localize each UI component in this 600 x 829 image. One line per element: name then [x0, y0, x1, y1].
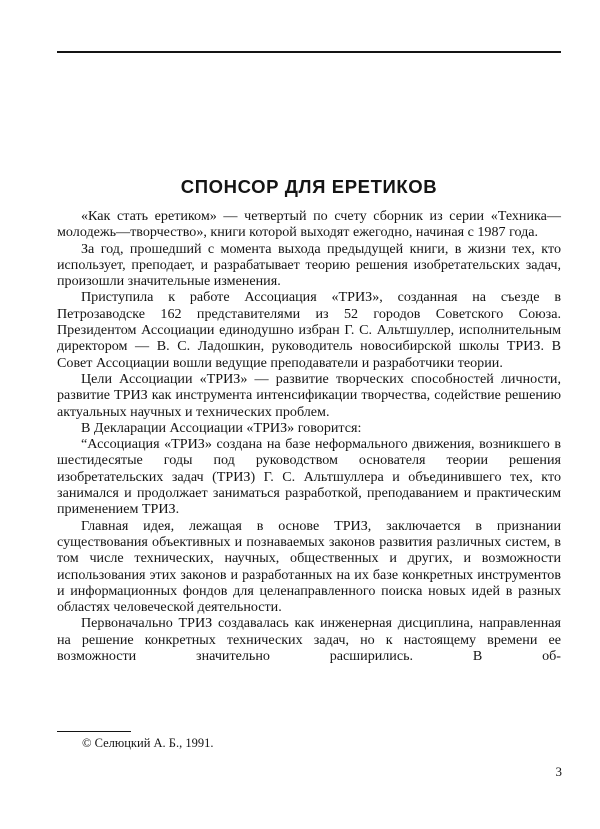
- footnote-rule: [57, 731, 131, 732]
- paragraph: «Как стать еретиком» — четвертый по счету сборник из серии «Техника—молодежь—творчество», книги которой выходят ежегодно, начиная с 1987 года.: [57, 208, 561, 241]
- paragraph: Главная идея, лежащая в основе ТРИЗ, заключается в признании существования объективных и познаваемых законов развития различных систем, в том числе технических, научных, общественных и других, и возможности использования этих законов и разработанных на их базе конкретных инструментов и информационных фондов для целенаправленного поиска новых идей в разных областях человеческой деятельности.: [57, 517, 561, 616]
- chapter-heading: СПОНСОР ДЛЯ ЕРЕТИКОВ: [180, 176, 438, 197]
- page-number: 3: [555, 764, 562, 779]
- paragraph: Первоначально ТРИЗ создавалась как инженерная дисциплина, направленная на решение конкретных технических задач, но к настоящему времени ее возможности значительно расширились. В об-: [57, 615, 561, 665]
- paragraph: За год, прошедший с момента выхода предыдущей книги, в жизни тех, кто использует, преподает, и разрабатывает теорию решения изобретательских задач, произошли значительные изменения.: [57, 240, 561, 290]
- paragraph: Приступила к работе Ассоциация «ТРИЗ», созданная на съезде в Петрозаводске 162 представителями из 52 городов Советского Союза. Президентом Ассоциации единодушно избран Г. С. Альтшуллер, исполнительным директором — В. С. Ладошкин, руководитель новосибирской школы ТРИЗ. В Совет Ассоциации вошли ведущие преподаватели и разработчики теории.: [57, 289, 561, 371]
- copyright-footnote: © Селюцкий А. Б., 1991.: [82, 736, 214, 750]
- top-rule: [57, 51, 561, 53]
- body-text: [57, 208, 561, 664]
- paragraph: Цели Ассоциации «ТРИЗ» — развитие творческих способностей личности, развитие ТРИЗ как инструмента интенсификации творчества, содействие решению актуальных научных и технических проблем.: [57, 370, 561, 420]
- paragraph: В Декларации Ассоциации «ТРИЗ» говорится:: [81, 419, 362, 436]
- paragraph: “Ассоциация «ТРИЗ» создана на базе неформального движения, возникшего в шестидесятые годы под руководством основателя теории решения изобретательских задач (ТРИЗ) Г. С. Альтшуллера и объединившего тех, кто занимался и продолжает заниматься разработкой, преподаванием и практическим применением ТРИЗ.: [57, 436, 561, 518]
